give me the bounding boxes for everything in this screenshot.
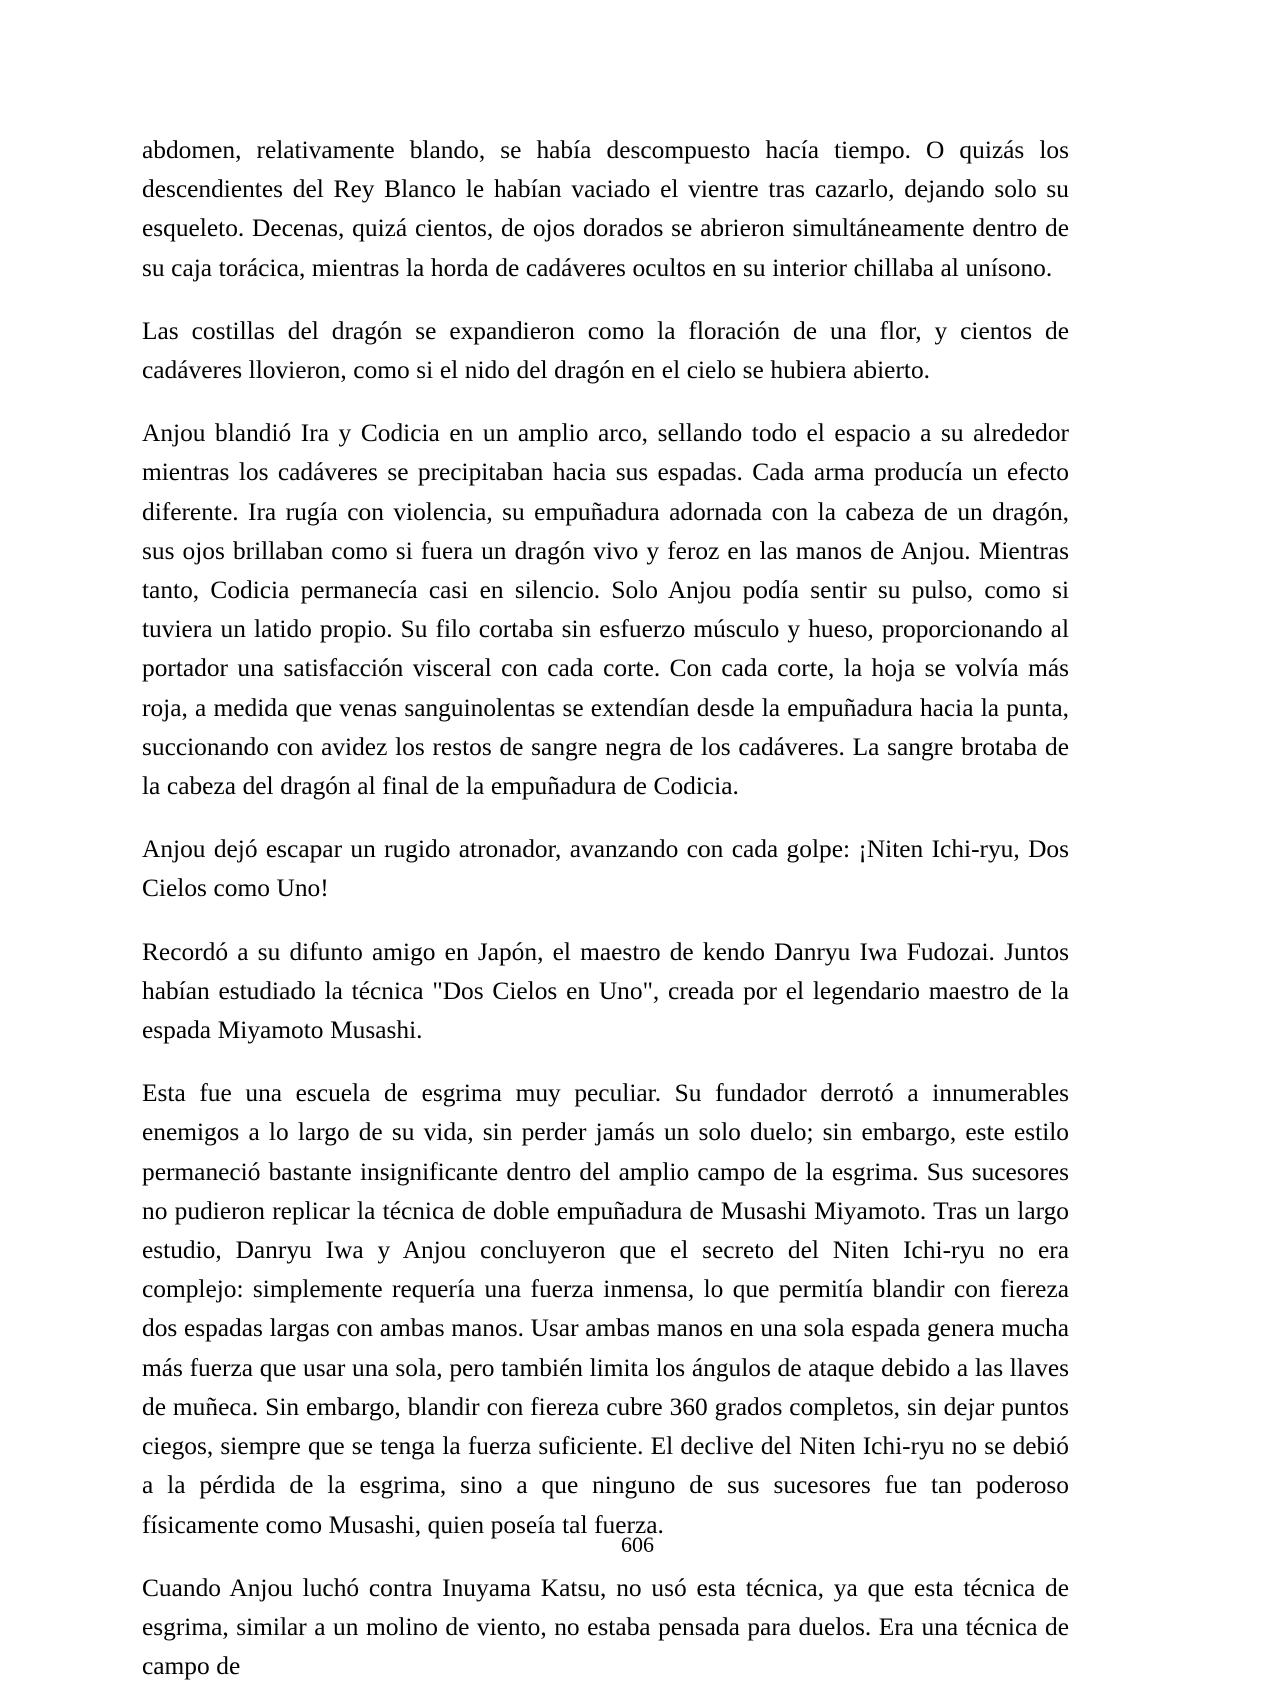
- page-body-text: [142, 131, 1069, 1686]
- paragraph: Cuando Anjou luchó contra Inuyama Katsu, no usó esta técnica, ya que esta técnica de esgrima, similar a un molino de viento, no estaba pensada para duelos. Era una técnica de campo de: [142, 1573, 1069, 1681]
- paragraph: Esta fue una escuela de esgrima muy peculiar. Su fundador derrotó a innumerables enemigos a lo largo de su vida, sin perder jamás un solo duelo; sin embargo, este estilo permaneció bastante insignificante dentro del amplio campo de la esgrima. Sus sucesores no pudieron replicar la técnica de doble empuñadura de Musashi Miyamoto. Tras un largo estudio, Danryu Iwa y Anjou concluyeron que el secreto del Niten Ichi-ryu no era complejo: simplemente requería una fuerza inmensa, lo que permitía blandir con fiereza dos espadas largas con ambas manos. Usar ambas manos en una sola espada genera mucha más fuerza que usar una sola, pero también limita los ángulos de ataque debido a las llaves de muñeca. Sin embargo, blandir con fiereza cubre 360 grados completos, sin dejar puntos ciegos, siempre que se tenga la fuerza suficiente. El declive del Niten Ichi-ryu no se debió a la pérdida de la esgrima, sino a que ninguno de sus sucesores fue tan poderoso físicamente como Musashi, quien poseía tal fuerza.: [142, 1079, 1069, 1539]
- paragraph: Las costillas del dragón se expandieron como la floración de una flor, y cientos de cadáveres llovieron, como si el nido del dragón en el cielo se hubiera abierto.: [142, 316, 1069, 385]
- paragraph: Recordó a su difunto amigo en Japón, el maestro de kendo Danryu Iwa Fudozai. Juntos habían estudiado la técnica "Dos Cielos en Uno", creada por el legendario maestro de la espada Miyamoto Musashi.: [142, 937, 1069, 1045]
- paragraph: Anjou dejó escapar un rugido atronador, avanzando con cada golpe: ¡Niten Ichi-ryu, Dos Cielos como Uno!: [142, 835, 1069, 903]
- page-number: 606: [621, 1532, 654, 1557]
- paragraph: Anjou blandió Ira y Codicia en un amplio arco, sellando todo el espacio a su alrededor mientras los cadáveres se precipitaban hacia sus espadas. Cada arma producía un efecto diferente. Ira rugía con violencia, su empuñadura adornada con la cabeza de un dragón, sus ojos brillaban como si fuera un dragón vivo y feroz en las manos de Anjou. Mientras tanto, Codicia permanecía casi en silencio. Solo Anjou podía sentir su pulso, como si tuviera un latido propio. Su filo cortaba sin esfuerzo músculo y hueso, proporcionando al portador una satisfacción visceral con cada corte. Con cada corte, la hoja se volvía más roja, a medida que venas sanguinolentas se extendían desde la empuñadura hacia la punta, succionando con avidez los restos de sangre negra de los cadáveres. La sangre brotaba de la cabeza del dragón al final de la empuñadura de Codicia.: [142, 419, 1069, 801]
- paragraph: abdomen, relativamente blando, se había descompuesto hacía tiempo. O quizás los descendientes del Rey Blanco le habían vaciado el vientre tras cazarlo, dejando solo su esqueleto. Decenas, quizá cientos, de ojos dorados se abrieron simultáneamente dentro de su caja torácica, mientras la horda de cadáveres ocultos en su interior chillaba al unísono.: [142, 136, 1069, 282]
